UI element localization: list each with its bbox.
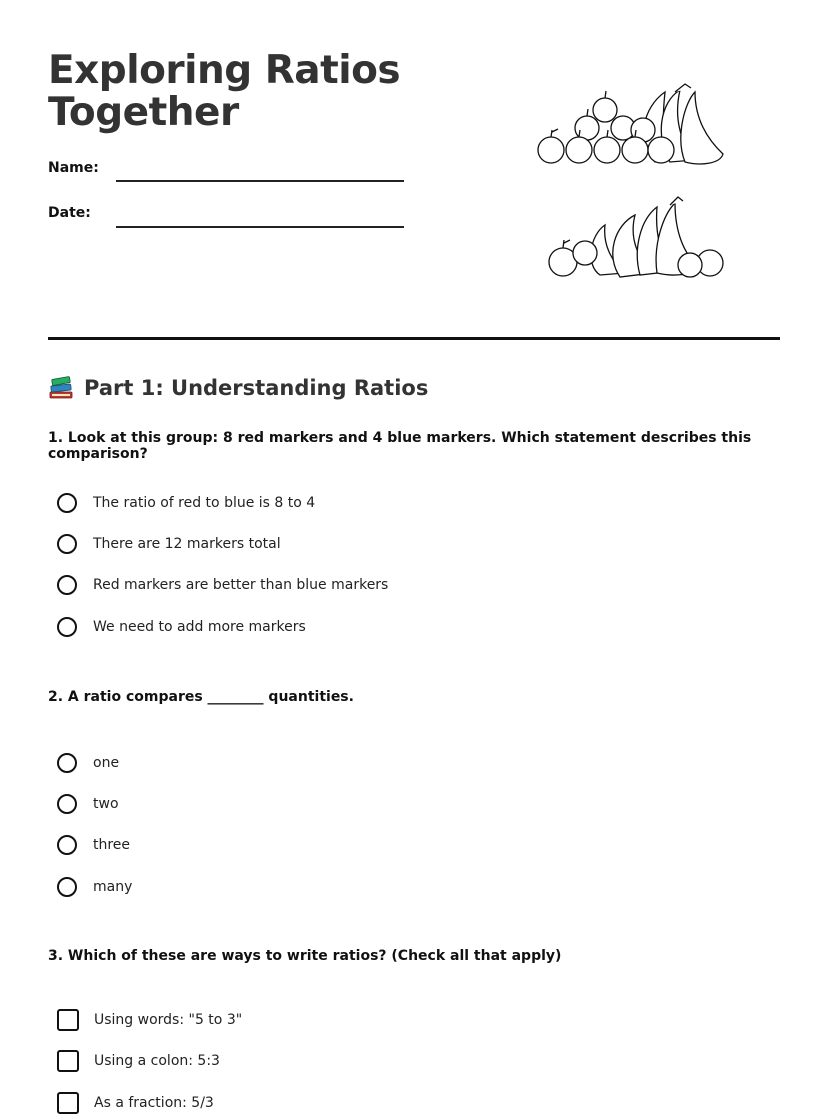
option-label: one	[93, 755, 120, 771]
checkbox[interactable]	[57, 1092, 79, 1114]
title-line-2: Together	[48, 90, 239, 135]
option-label: The ratio of red to blue is 8 to 4	[93, 495, 316, 511]
checkbox[interactable]	[57, 1050, 79, 1072]
radio-button[interactable]	[57, 617, 77, 637]
option-label: There are 12 markers total	[93, 536, 281, 552]
option-label: As a fraction: 5/3	[94, 1095, 214, 1111]
apples-and-bananas-illustration	[535, 82, 730, 172]
checkbox[interactable]	[57, 1009, 79, 1031]
option-label: three	[93, 837, 131, 853]
q1-option-4[interactable]	[57, 614, 306, 640]
radio-button[interactable]	[57, 753, 77, 773]
radio-button[interactable]	[57, 534, 77, 554]
option-label: We need to add more markers	[93, 619, 306, 635]
header-divider	[48, 337, 780, 340]
question-3: 3. Which of these are ways to write ratios? (Check all that apply)	[48, 948, 562, 964]
radio-button[interactable]	[57, 877, 77, 897]
option-label: Using words: "5 to 3"	[94, 1012, 243, 1028]
radio-button[interactable]	[57, 575, 77, 595]
q2-option-2[interactable]	[57, 791, 119, 817]
name-label: Name:	[48, 160, 99, 176]
q2-option-4[interactable]	[57, 874, 132, 900]
date-label: Date:	[48, 205, 91, 221]
q2-option-1[interactable]	[57, 750, 119, 776]
option-label: two	[93, 796, 119, 812]
q1-option-3[interactable]	[57, 572, 388, 598]
books-icon	[48, 375, 74, 401]
q2-option-3[interactable]	[57, 832, 130, 858]
q1-option-1[interactable]	[57, 490, 315, 516]
q3-option-3[interactable]	[57, 1090, 214, 1116]
name-field-line[interactable]	[116, 180, 404, 182]
worksheet-title	[48, 50, 468, 134]
title-line-1: Exploring Ratios	[48, 48, 401, 93]
option-label: Using a colon: 5:3	[94, 1053, 220, 1069]
radio-button[interactable]	[57, 493, 77, 513]
section-heading-text: Part 1: Understanding Ratios	[84, 376, 429, 400]
date-field-line[interactable]	[116, 226, 404, 228]
q3-option-1[interactable]	[57, 1007, 242, 1033]
question-1: 1. Look at this group: 8 red markers and 4 blue markers. Which statement describes this comparison?	[48, 430, 752, 462]
section-heading	[48, 375, 428, 401]
option-label: many	[93, 879, 133, 895]
radio-button[interactable]	[57, 794, 77, 814]
option-label: Red markers are better than blue markers	[93, 577, 389, 593]
bananas-and-apples-illustration	[545, 195, 730, 285]
q1-option-2[interactable]	[57, 531, 281, 557]
question-2: 2. A ratio compares ________ quantities.	[48, 689, 354, 705]
q3-option-2[interactable]	[57, 1048, 220, 1074]
radio-button[interactable]	[57, 835, 77, 855]
